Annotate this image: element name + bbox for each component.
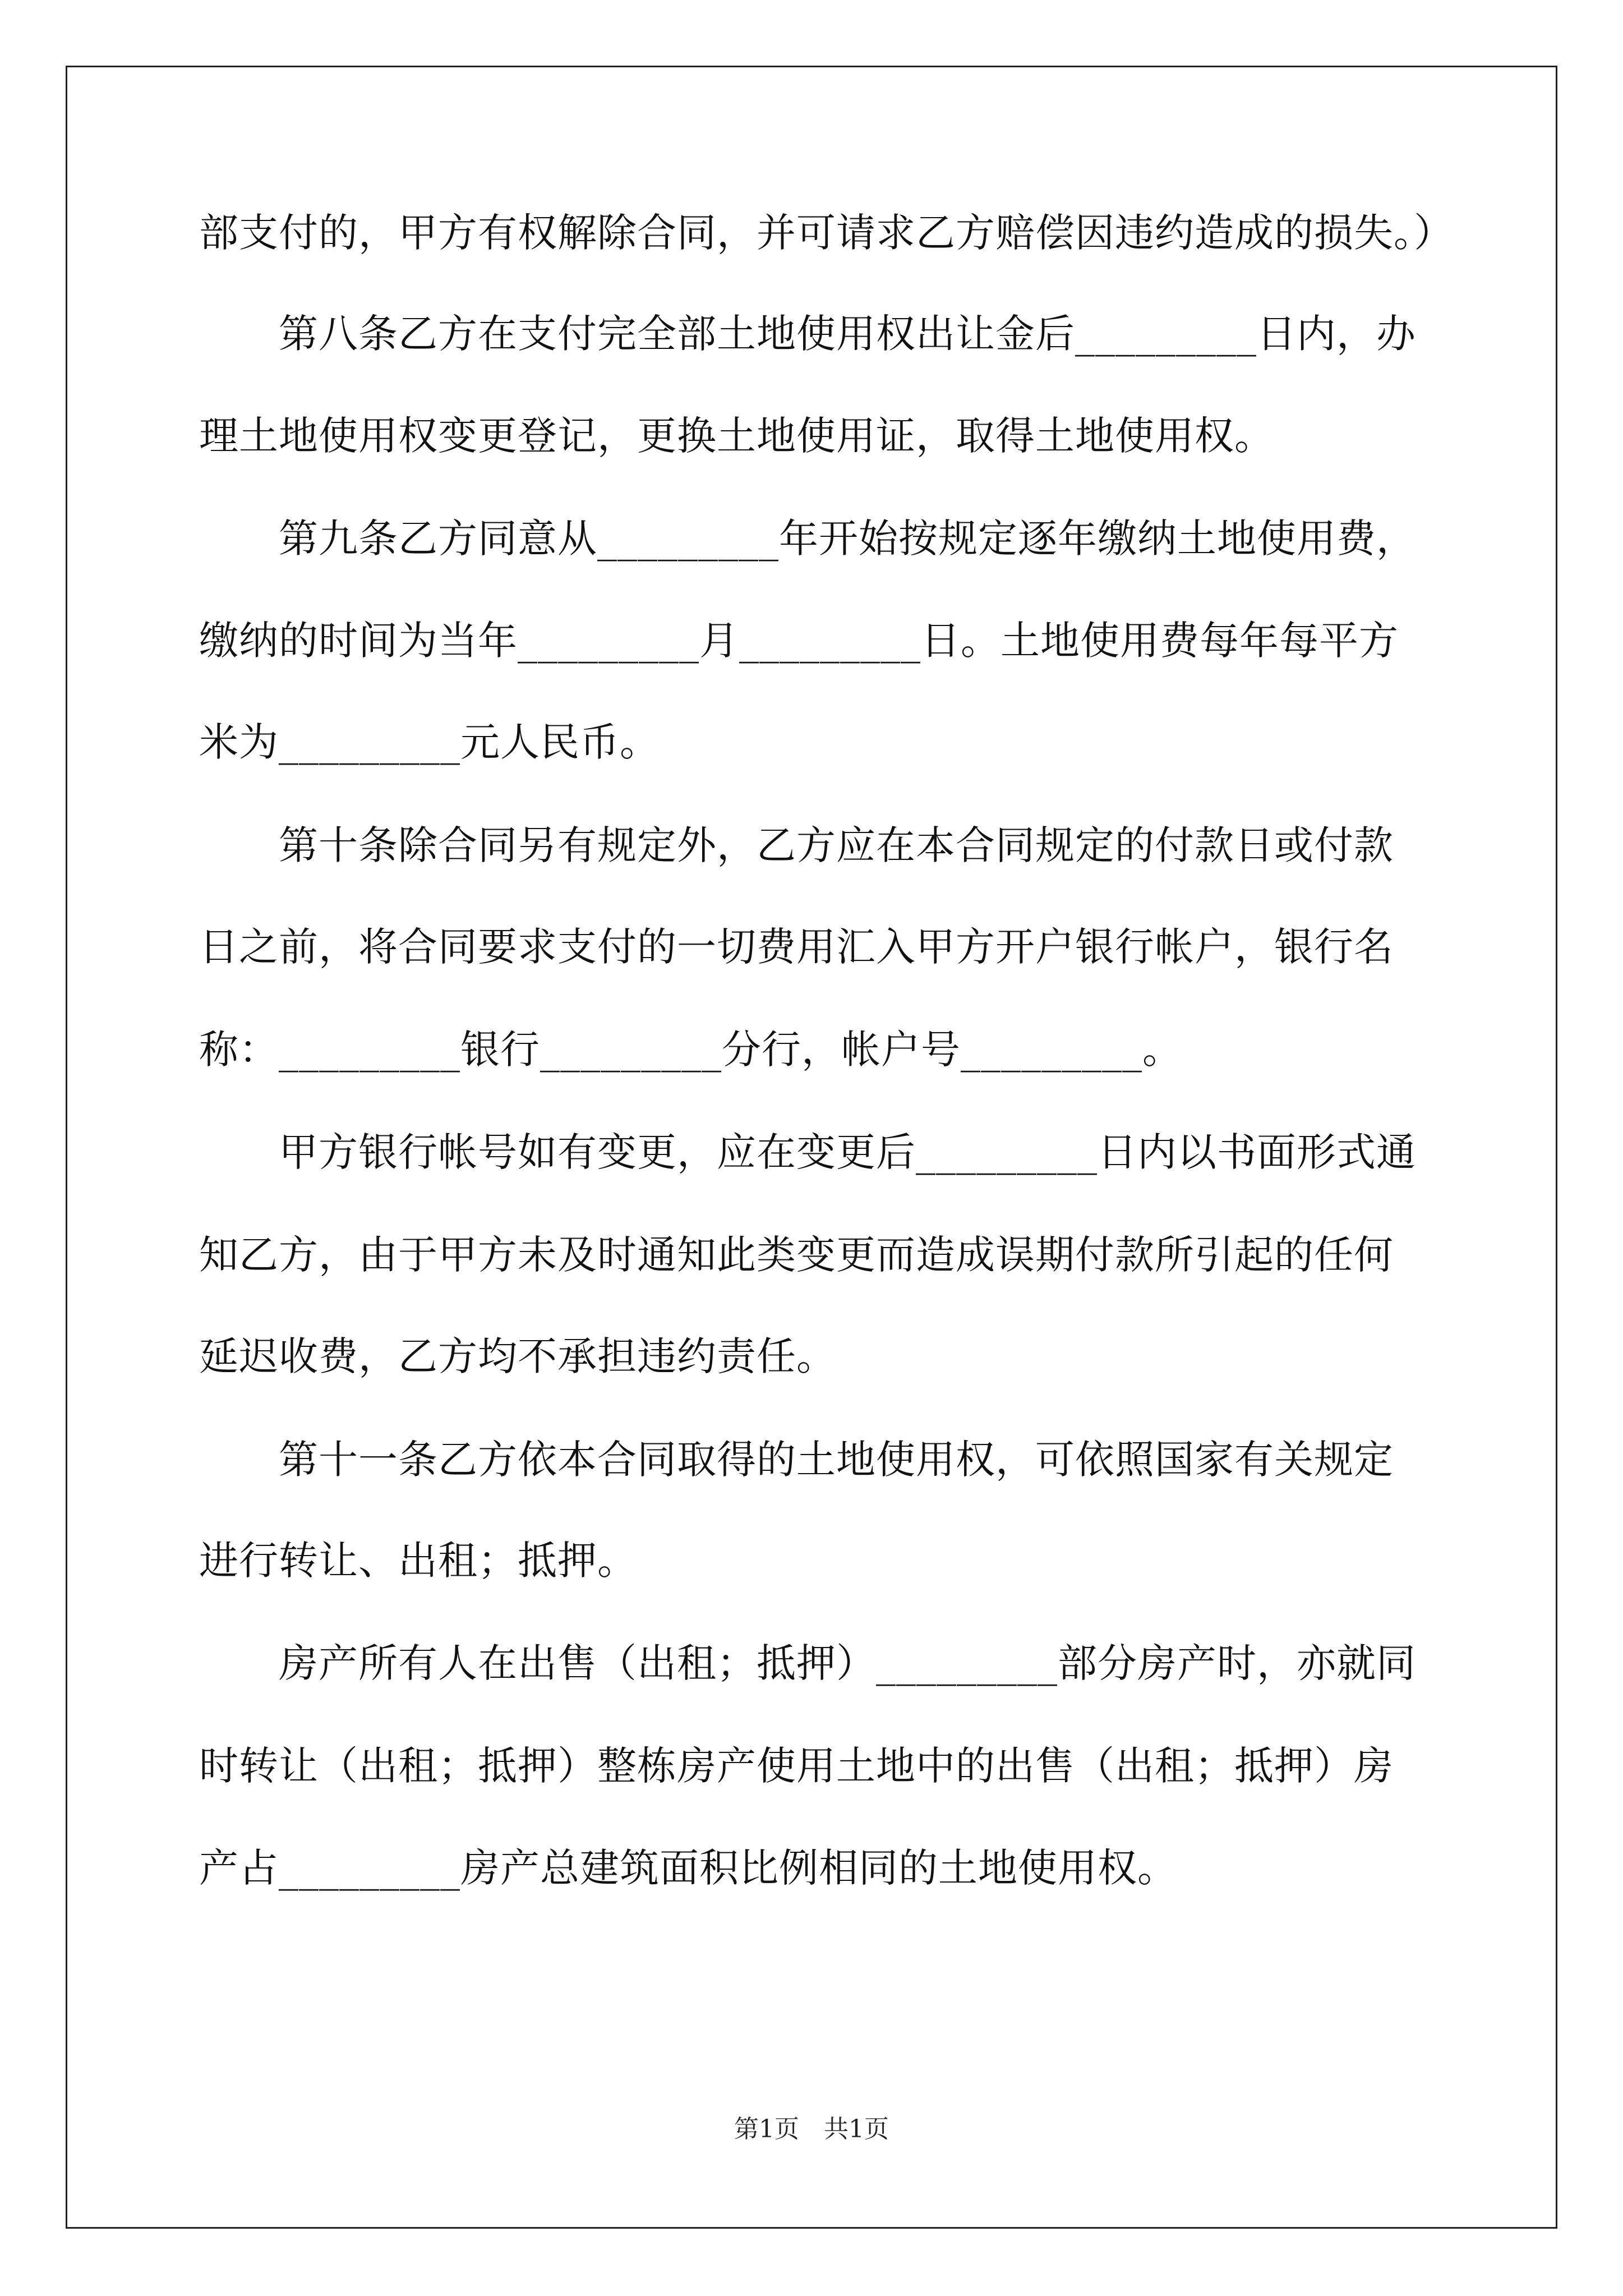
text-line: 甲方银行帐号如有变更，应在变更后_________日内以书面形式通: [199, 1129, 1416, 1175]
text-line: 产占_________房产总建筑面积比例相同的土地使用权。: [199, 1845, 1177, 1891]
text-line: 时转让（出租；抵押）整栋房产使用土地中的出售（出租；抵押）房: [199, 1743, 1394, 1789]
text-line: 缴纳的时间为当年_________月_________日。土地使用费每年每平方: [199, 618, 1399, 664]
text-line: 称：_________银行_________分行，帐户号_________。: [199, 1027, 1182, 1073]
text-line: 理土地使用权变更登记，更换土地使用证，取得土地使用权。: [199, 413, 1274, 459]
text-line: 第十条除合同另有规定外，乙方应在本合同规定的付款日或付款: [199, 822, 1394, 868]
text-line: 第九条乙方同意从_________年开始按规定逐年缴纳土地使用费，: [199, 516, 1416, 562]
text-line: 延迟收费，乙方均不承担违约责任。: [199, 1333, 836, 1379]
text-line: 知乙方，由于甲方未及时通知此类变更而造成误期付款所引起的任何: [199, 1232, 1394, 1278]
page-number: 第1页 共1页: [734, 2115, 889, 2143]
text-line: 米为_________元人民币。: [199, 719, 660, 765]
text-line: 第十一条乙方依本合同取得的土地使用权，可依照国家有关规定: [199, 1437, 1394, 1483]
text-line: 进行转让、出租；抵押。: [199, 1538, 637, 1584]
text-line: 日之前，将合同要求支付的一切费用汇入甲方开户银行帐户，银行名: [199, 924, 1394, 970]
text-line: 房产所有人在出售（出租；抵押）_________部分房产时，亦就同: [199, 1640, 1416, 1686]
text-line: 部支付的，甲方有权解除合同，并可请求乙方赔偿因违约造成的损失。）: [199, 210, 1454, 256]
text-line: 第八条乙方在支付完全部土地使用权出让金后_________日内，办: [199, 311, 1416, 357]
